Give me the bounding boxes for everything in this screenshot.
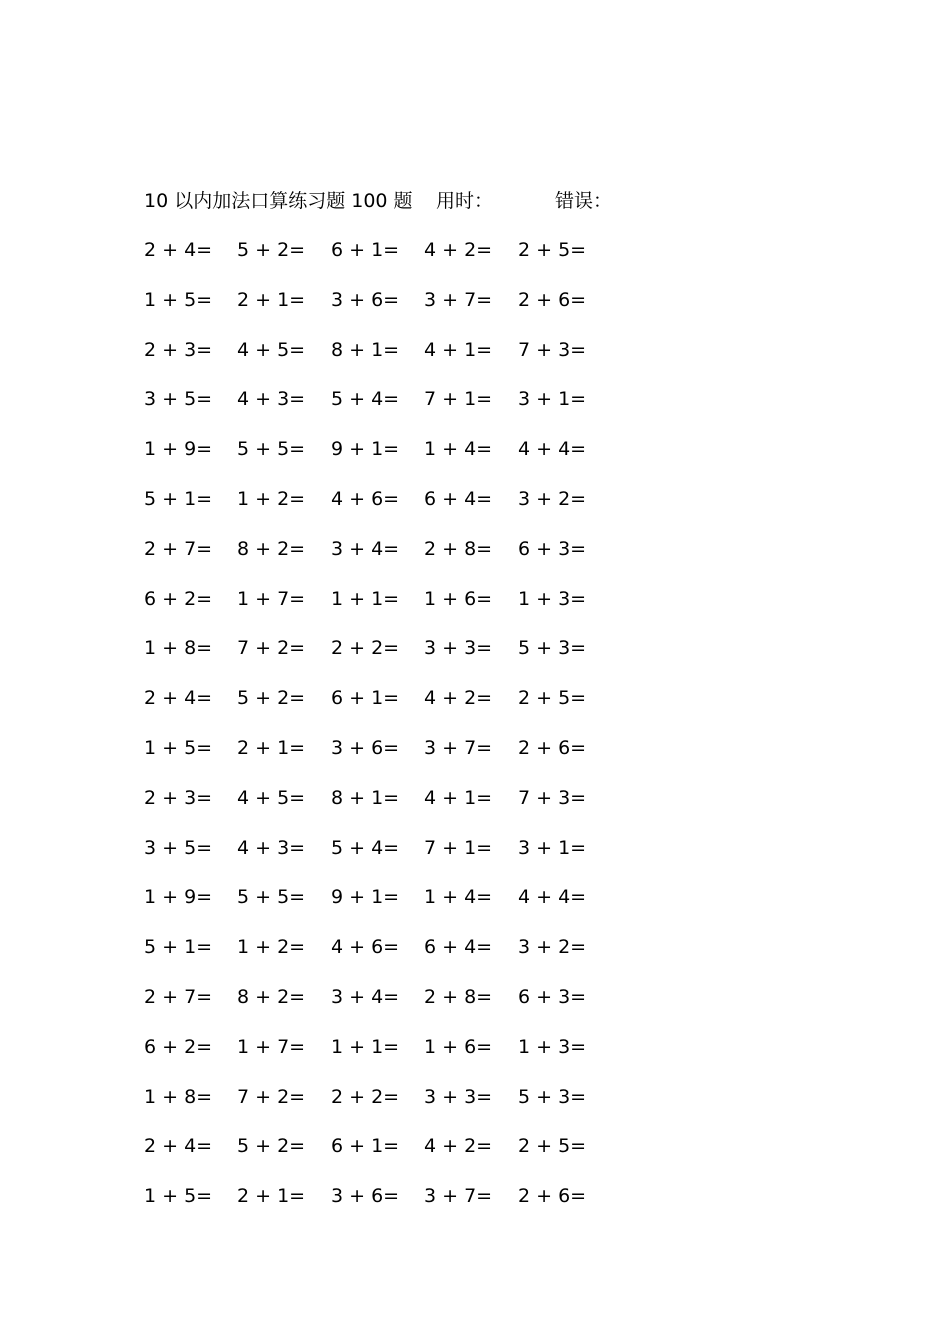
- addition-problem: 6 + 2=: [144, 1035, 213, 1058]
- addition-problem: 1 + 4=: [424, 438, 493, 461]
- addition-problem: 1 + 7=: [237, 587, 306, 610]
- addition-problem: 2 + 1=: [237, 1185, 306, 1208]
- addition-problem: 3 + 1=: [518, 388, 587, 411]
- addition-problem: 2 + 5=: [518, 239, 587, 261]
- addition-problem: 4 + 1=: [424, 786, 493, 809]
- addition-problem: 1 + 5=: [144, 288, 213, 311]
- addition-problem: 4 + 5=: [237, 338, 306, 361]
- addition-problem: 6 + 1=: [331, 1135, 400, 1158]
- addition-problem: 2 + 5=: [518, 687, 587, 710]
- addition-problem: 3 + 6=: [331, 1185, 400, 1208]
- addition-problem: 4 + 5=: [237, 786, 306, 809]
- addition-problem: 1 + 2=: [237, 487, 306, 510]
- addition-problem: 4 + 4=: [518, 438, 587, 461]
- addition-problem: 1 + 7=: [237, 1035, 306, 1058]
- addition-problem: 6 + 1=: [331, 239, 400, 261]
- addition-problem: 9 + 1=: [331, 438, 400, 461]
- addition-problem: 1 + 5=: [144, 736, 213, 759]
- addition-problem: 1 + 6=: [424, 1035, 493, 1058]
- problem-row: [144, 584, 644, 634]
- addition-problem: 3 + 3=: [424, 1085, 493, 1108]
- addition-problem: 2 + 7=: [144, 537, 213, 560]
- addition-problem: 6 + 1=: [331, 687, 400, 710]
- addition-problem: 2 + 8=: [424, 985, 493, 1008]
- problem-row: [144, 335, 644, 385]
- addition-problem: 3 + 6=: [331, 736, 400, 759]
- addition-problem: 5 + 3=: [518, 1085, 587, 1108]
- addition-problem: 6 + 2=: [144, 587, 213, 610]
- addition-problem: 2 + 6=: [518, 736, 587, 759]
- addition-problem: 1 + 2=: [237, 936, 306, 959]
- addition-problem: 5 + 2=: [237, 239, 306, 261]
- addition-problem: 7 + 3=: [518, 338, 587, 361]
- addition-problem: 2 + 6=: [518, 1185, 587, 1208]
- addition-problem: 6 + 4=: [424, 936, 493, 959]
- addition-problem: 3 + 7=: [424, 288, 493, 311]
- addition-problem: 4 + 3=: [237, 388, 306, 411]
- addition-problem: 3 + 6=: [331, 288, 400, 311]
- addition-problem: 5 + 3=: [518, 637, 587, 660]
- addition-problem: 4 + 3=: [237, 836, 306, 859]
- addition-problem: 3 + 4=: [331, 537, 400, 560]
- addition-problem: 2 + 4=: [144, 687, 213, 710]
- addition-problem: 4 + 6=: [331, 936, 400, 959]
- addition-problem: 3 + 7=: [424, 1185, 493, 1208]
- problem-row: [144, 484, 644, 534]
- errors-label: 错误：: [555, 190, 613, 212]
- addition-problem: 1 + 5=: [144, 1185, 213, 1208]
- addition-problem: 1 + 9=: [144, 886, 213, 909]
- addition-problem: 1 + 9=: [144, 438, 213, 461]
- addition-problem: 5 + 2=: [237, 1135, 306, 1158]
- addition-problem: 3 + 5=: [144, 836, 213, 859]
- addition-problem: 2 + 4=: [144, 239, 213, 261]
- addition-problem: 8 + 1=: [331, 786, 400, 809]
- addition-problem: 4 + 2=: [424, 687, 493, 710]
- addition-problem: 2 + 8=: [424, 537, 493, 560]
- problem-row: [144, 733, 644, 783]
- addition-problem: 7 + 2=: [237, 637, 306, 660]
- addition-problem: 5 + 5=: [237, 886, 306, 909]
- addition-problem: 7 + 3=: [518, 786, 587, 809]
- problem-row: [144, 982, 644, 1032]
- addition-problem: 1 + 1=: [331, 1035, 400, 1058]
- addition-problem: 5 + 4=: [331, 836, 400, 859]
- addition-problem: 1 + 3=: [518, 587, 587, 610]
- addition-problem: 5 + 1=: [144, 936, 213, 959]
- addition-problem: 2 + 3=: [144, 338, 213, 361]
- addition-problem: 5 + 1=: [144, 487, 213, 510]
- addition-problem: 2 + 5=: [518, 1135, 587, 1158]
- addition-problem: 7 + 1=: [424, 836, 493, 859]
- addition-problem: 2 + 4=: [144, 1135, 213, 1158]
- addition-problem: 1 + 8=: [144, 637, 213, 660]
- addition-problem: 6 + 3=: [518, 537, 587, 560]
- addition-problem: 4 + 2=: [424, 1135, 493, 1158]
- addition-problem: 1 + 8=: [144, 1085, 213, 1108]
- problem-row: [144, 1181, 644, 1231]
- addition-problem: 3 + 5=: [144, 388, 213, 411]
- addition-problem: 3 + 7=: [424, 736, 493, 759]
- problem-row: [144, 1131, 644, 1181]
- addition-problem: 2 + 1=: [237, 736, 306, 759]
- addition-problem: 2 + 1=: [237, 288, 306, 311]
- addition-problem: 3 + 4=: [331, 985, 400, 1008]
- addition-problem: 4 + 2=: [424, 239, 493, 261]
- addition-problem: 3 + 2=: [518, 936, 587, 959]
- addition-problem: 3 + 2=: [518, 487, 587, 510]
- addition-problem: 6 + 4=: [424, 487, 493, 510]
- problem-row: [144, 384, 644, 434]
- problem-row: [144, 1082, 644, 1132]
- addition-problem: 2 + 3=: [144, 786, 213, 809]
- problem-row: [144, 633, 644, 683]
- addition-problem: 7 + 1=: [424, 388, 493, 411]
- addition-problem: 1 + 3=: [518, 1035, 587, 1058]
- addition-problem: 3 + 1=: [518, 836, 587, 859]
- addition-problem: 2 + 2=: [331, 637, 400, 660]
- problem-row: [144, 1032, 644, 1082]
- addition-problem: 4 + 1=: [424, 338, 493, 361]
- worksheet-title: 10 以内加法口算练习题 100 题: [144, 190, 413, 212]
- addition-problem: 1 + 6=: [424, 587, 493, 610]
- addition-problem: 1 + 4=: [424, 886, 493, 909]
- addition-problem: 2 + 2=: [331, 1085, 400, 1108]
- addition-problem: 5 + 4=: [331, 388, 400, 411]
- addition-problem: 8 + 2=: [237, 537, 306, 560]
- addition-problem: 2 + 6=: [518, 288, 587, 311]
- problem-row: [144, 534, 644, 584]
- addition-problem: 9 + 1=: [331, 886, 400, 909]
- problem-row: [144, 783, 644, 833]
- worksheet-header: [144, 186, 644, 216]
- addition-problem: 1 + 1=: [331, 587, 400, 610]
- addition-problem: 4 + 4=: [518, 886, 587, 909]
- addition-problem: 6 + 3=: [518, 985, 587, 1008]
- problem-grid: [144, 235, 644, 1231]
- problem-row: [144, 833, 644, 883]
- addition-problem: 5 + 5=: [237, 438, 306, 461]
- problem-row: [144, 683, 644, 733]
- problem-row: [144, 932, 644, 982]
- problem-row: [144, 434, 644, 484]
- addition-problem: 7 + 2=: [237, 1085, 306, 1108]
- addition-problem: 2 + 7=: [144, 985, 213, 1008]
- addition-problem: 8 + 1=: [331, 338, 400, 361]
- problem-row: [144, 285, 644, 335]
- addition-problem: 3 + 3=: [424, 637, 493, 660]
- addition-problem: 5 + 2=: [237, 687, 306, 710]
- problem-row: [144, 235, 644, 285]
- problem-row: [144, 882, 644, 932]
- time-used-label: 用时：: [436, 190, 494, 212]
- addition-problem: 4 + 6=: [331, 487, 400, 510]
- addition-problem: 8 + 2=: [237, 985, 306, 1008]
